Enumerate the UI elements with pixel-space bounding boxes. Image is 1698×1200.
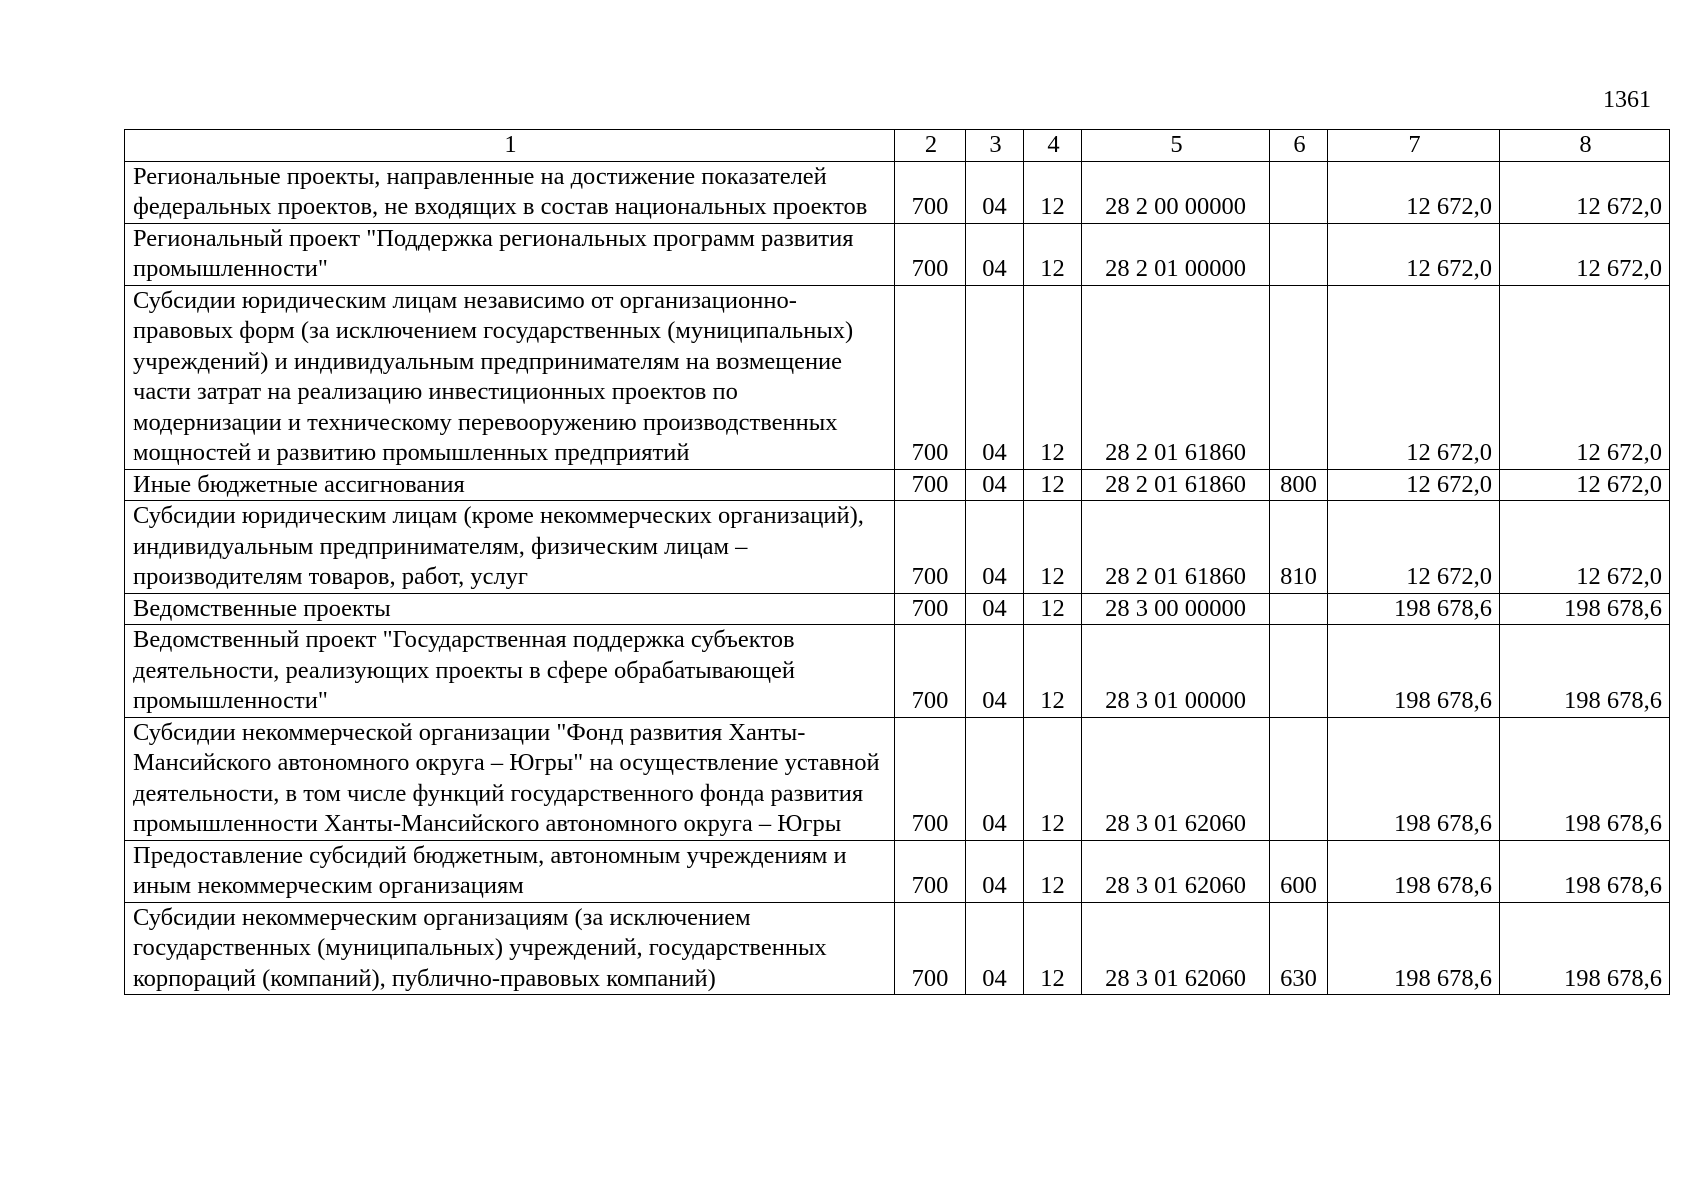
cell-subsection: 12: [1024, 161, 1082, 223]
cell-expense-type: 600: [1270, 840, 1328, 902]
header-cell: 5: [1082, 130, 1270, 162]
header-cell: 1: [125, 130, 895, 162]
cell-target-article: 28 2 01 61860: [1082, 501, 1270, 594]
cell-section: 04: [966, 625, 1024, 718]
cell-expense-type: 800: [1270, 469, 1328, 501]
table-row: [125, 625, 1670, 718]
cell-amount-col7: 198 678,6: [1328, 840, 1500, 902]
cell-amount-col7: 12 672,0: [1328, 501, 1500, 594]
cell-amount-col7: 198 678,6: [1328, 625, 1500, 718]
cell-subsection: 12: [1024, 501, 1082, 594]
cell-ministry-code: 700: [895, 501, 966, 594]
page-number: 1361: [1603, 87, 1651, 113]
cell-target-article: 28 2 01 61860: [1082, 285, 1270, 469]
cell-amount-col8: 198 678,6: [1500, 717, 1670, 840]
cell-name: Региональный проект "Поддержка региональных программ развития промышленности": [125, 223, 895, 285]
cell-amount-col7: 12 672,0: [1328, 469, 1500, 501]
cell-name: Предоставление субсидий бюджетным, автономным учреждениям и иным некоммерческим организациям: [125, 840, 895, 902]
cell-name: Субсидии некоммерческим организациям (за исключением государственных (муниципальных) учреждений, государственных корпораций (компаний), публично-правовых компаний): [125, 902, 895, 995]
cell-expense-type: [1270, 161, 1328, 223]
cell-section: 04: [966, 717, 1024, 840]
cell-name: Ведомственный проект "Государственная поддержка субъектов деятельности, реализующих проекты в сфере обрабатывающей промышленности": [125, 625, 895, 718]
cell-ministry-code: 700: [895, 717, 966, 840]
table-row: [125, 285, 1670, 469]
cell-amount-col7: 198 678,6: [1328, 593, 1500, 625]
header-cell: 7: [1328, 130, 1500, 162]
cell-section: 04: [966, 593, 1024, 625]
header-cell: 6: [1270, 130, 1328, 162]
table-row: [125, 469, 1670, 501]
cell-target-article: 28 2 01 61860: [1082, 469, 1270, 501]
cell-ministry-code: 700: [895, 161, 966, 223]
cell-amount-col8: 12 672,0: [1500, 223, 1670, 285]
cell-target-article: 28 3 00 00000: [1082, 593, 1270, 625]
cell-subsection: 12: [1024, 469, 1082, 501]
cell-subsection: 12: [1024, 223, 1082, 285]
cell-name: Региональные проекты, направленные на достижение показателей федеральных проектов, не входящих в состав национальных проектов: [125, 161, 895, 223]
cell-target-article: 28 2 01 00000: [1082, 223, 1270, 285]
cell-name: Субсидии юридическим лицам (кроме некоммерческих организаций), индивидуальным предпринимателям, физическим лицам – производителям товаров, работ, услуг: [125, 501, 895, 594]
cell-section: 04: [966, 223, 1024, 285]
cell-subsection: 12: [1024, 593, 1082, 625]
cell-target-article: 28 3 01 00000: [1082, 625, 1270, 718]
cell-section: 04: [966, 840, 1024, 902]
header-cell: 4: [1024, 130, 1082, 162]
cell-ministry-code: 700: [895, 840, 966, 902]
cell-section: 04: [966, 285, 1024, 469]
table-header-row: [125, 130, 1670, 162]
cell-section: 04: [966, 161, 1024, 223]
table-row: [125, 223, 1670, 285]
table-row: [125, 717, 1670, 840]
cell-name: Субсидии некоммерческой организации "Фонд развития Ханты-Мансийского автономного округа – Югры" на осуществление уставной деятельности, в том числе функций государственного фонда развития промышленности Ханты-Мансийского автономного округа – Югры: [125, 717, 895, 840]
header-cell: 2: [895, 130, 966, 162]
table-row: [125, 161, 1670, 223]
cell-ministry-code: 700: [895, 469, 966, 501]
cell-subsection: 12: [1024, 840, 1082, 902]
cell-amount-col8: 12 672,0: [1500, 285, 1670, 469]
cell-expense-type: [1270, 223, 1328, 285]
cell-expense-type: 630: [1270, 902, 1328, 995]
cell-ministry-code: 700: [895, 902, 966, 995]
cell-ministry-code: 700: [895, 223, 966, 285]
table-row: [125, 593, 1670, 625]
cell-amount-col8: 12 672,0: [1500, 501, 1670, 594]
cell-amount-col8: 12 672,0: [1500, 161, 1670, 223]
cell-amount-col7: 198 678,6: [1328, 717, 1500, 840]
header-cell: 3: [966, 130, 1024, 162]
cell-target-article: 28 3 01 62060: [1082, 840, 1270, 902]
header-cell: 8: [1500, 130, 1670, 162]
cell-amount-col7: 12 672,0: [1328, 223, 1500, 285]
cell-section: 04: [966, 902, 1024, 995]
cell-expense-type: [1270, 625, 1328, 718]
cell-target-article: 28 3 01 62060: [1082, 717, 1270, 840]
cell-amount-col7: 198 678,6: [1328, 902, 1500, 995]
cell-expense-type: 810: [1270, 501, 1328, 594]
cell-amount-col8: 12 672,0: [1500, 469, 1670, 501]
cell-amount-col7: 12 672,0: [1328, 285, 1500, 469]
cell-target-article: 28 3 01 62060: [1082, 902, 1270, 995]
cell-section: 04: [966, 501, 1024, 594]
table-row: [125, 501, 1670, 594]
cell-section: 04: [966, 469, 1024, 501]
cell-ministry-code: 700: [895, 625, 966, 718]
cell-amount-col8: 198 678,6: [1500, 625, 1670, 718]
cell-name: Ведомственные проекты: [125, 593, 895, 625]
cell-amount-col8: 198 678,6: [1500, 902, 1670, 995]
cell-target-article: 28 2 00 00000: [1082, 161, 1270, 223]
table-row: [125, 902, 1670, 995]
cell-subsection: 12: [1024, 902, 1082, 995]
budget-table: [124, 129, 1670, 995]
cell-amount-col7: 12 672,0: [1328, 161, 1500, 223]
table-row: [125, 840, 1670, 902]
cell-expense-type: [1270, 717, 1328, 840]
cell-expense-type: [1270, 593, 1328, 625]
cell-subsection: 12: [1024, 285, 1082, 469]
cell-amount-col8: 198 678,6: [1500, 593, 1670, 625]
cell-ministry-code: 700: [895, 285, 966, 469]
cell-subsection: 12: [1024, 625, 1082, 718]
cell-amount-col8: 198 678,6: [1500, 840, 1670, 902]
cell-expense-type: [1270, 285, 1328, 469]
cell-name: Иные бюджетные ассигнования: [125, 469, 895, 501]
cell-subsection: 12: [1024, 717, 1082, 840]
cell-ministry-code: 700: [895, 593, 966, 625]
cell-name: Субсидии юридическим лицам независимо от организационно-правовых форм (за исключением государственных (муниципальных) учреждений) и индивидуальным предпринимателям на возмещение части затрат на реализацию инвестиционных проектов по модернизации и техническому перевооружению производственных мощностей и развитию промышленных предприятий: [125, 285, 895, 469]
